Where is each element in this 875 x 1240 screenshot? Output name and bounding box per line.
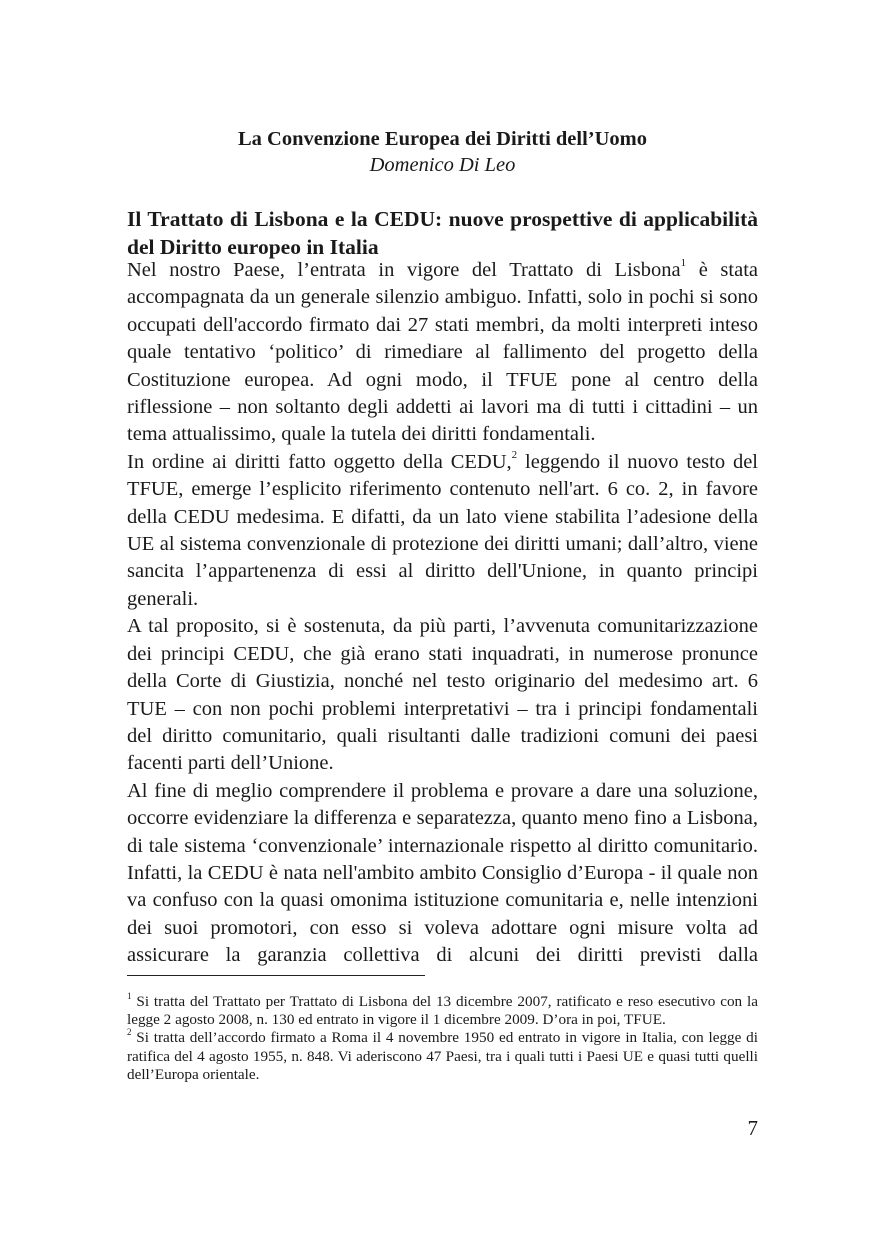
paragraph-text: è stata accompagnata da un generale silenzio ambiguo. Infatti, solo in pochi si sono occupati dell'accordo firmato dai 27 stati membri, da molti interpreti inteso quale tentativo ‘politico’ di rimediare al fallimento del progetto della Costituzione europea. Ad ogni modo, il TFUE pone al centro della riflessione – non soltanto degli addetti ai lavori ma di tutti i cittadini – un tema attualissimo, quale la tutela dei diritti fondamentali. [127,259,758,446]
footnotes [127,990,758,1084]
footnote-text: Si tratta del Trattato per Trattato di Lisbona del 13 dicembre 2007, ratificato e reso esecutivo con la legge 2 agosto 2008, n. 130 ed entrato in vigore il 1 dicembre 2009. D’ora in poi, TFUE. [127,993,758,1029]
paragraph-text: leggendo il nuovo testo del TFUE, emerge l’esplicito riferimento contenuto nell'art. 6 co. 2, in favore della CEDU medesima. E difatti, da un lato viene stabilita l’adesione della UE al sistema convenzionale di protezione dei diritti umani; dall’altro, viene sancita l’appartenenza di essi al diritto dell'Unione, in quanto principi generali. [127,450,759,610]
body-text [127,257,758,970]
footnote-reference[interactable]: 2 [511,449,518,462]
footnote [127,1029,758,1084]
footnote-number: 1 [127,990,132,1001]
paragraph-text: Nel nostro Paese, l’entrata in vigore del Trattato di Lisbona [127,259,681,281]
document-author: Domenico Di Leo [369,154,516,176]
paragraph [127,257,758,449]
document-title: La Convenzione Europea dei Diritti dell’Uomo [237,128,648,150]
paragraph-text: In ordine ai diritti fatto oggetto della CEDU, [127,450,512,473]
paragraph [127,449,758,613]
footnote-reference[interactable]: 1 [680,257,687,270]
paragraph: A tal proposito, si è sostenuta, da più parti, l’avvenuta comunitarizzazione dei principi CEDU, che già erano stati inquadrati, in numerose pronunce della Corte di Giustizia, nonché nel testo originario del medesimo art. 6 TUE – con non pochi problemi interpretativi – tra i principi fondamentali del diritto comunitario, quali risultanti dalle tradizioni comuni dei paesi facenti parti dell’Unione. [127,615,758,775]
footnote-text: Si tratta dell’accordo firmato a Roma il 4 novembre 1950 ed entrato in vigore in Italia, con legge di ratifica del 4 agosto 1955, n. 848. Vi aderiscono 47 Paesi, tra i quali tutti i Paesi UE e quasi tutti quelli dell’Europa orientale. [127,1029,758,1083]
page-number: 7 [747,1116,758,1140]
footnote-number: 2 [127,1027,132,1038]
paragraph: Al fine di meglio comprendere il problema e provare a dare una soluzione, occorre evidenziare la differenza e separatezza, quanto meno fino a Lisbona, di tale sistema ‘convenzionale’ internazionale rispetto al diritto comunitario. Infatti, la CEDU è nata nell'ambito ambito Consiglio d’Europa - il quale non va confuso con la quasi omonima istituzione comunitaria e, nelle intenzioni dei suoi promotori, con esso si voleva adottare ogni misure volta ad assicurare la garanzia collettiva di alcuni dei diritti previsti dalla [127,779,758,967]
footnote [127,990,758,1029]
footnote-separator [127,975,425,976]
section-heading: Il Trattato di Lisbona e la CEDU: nuove prospettive di applicabilità del Diritto europeo in Italia [127,207,758,259]
